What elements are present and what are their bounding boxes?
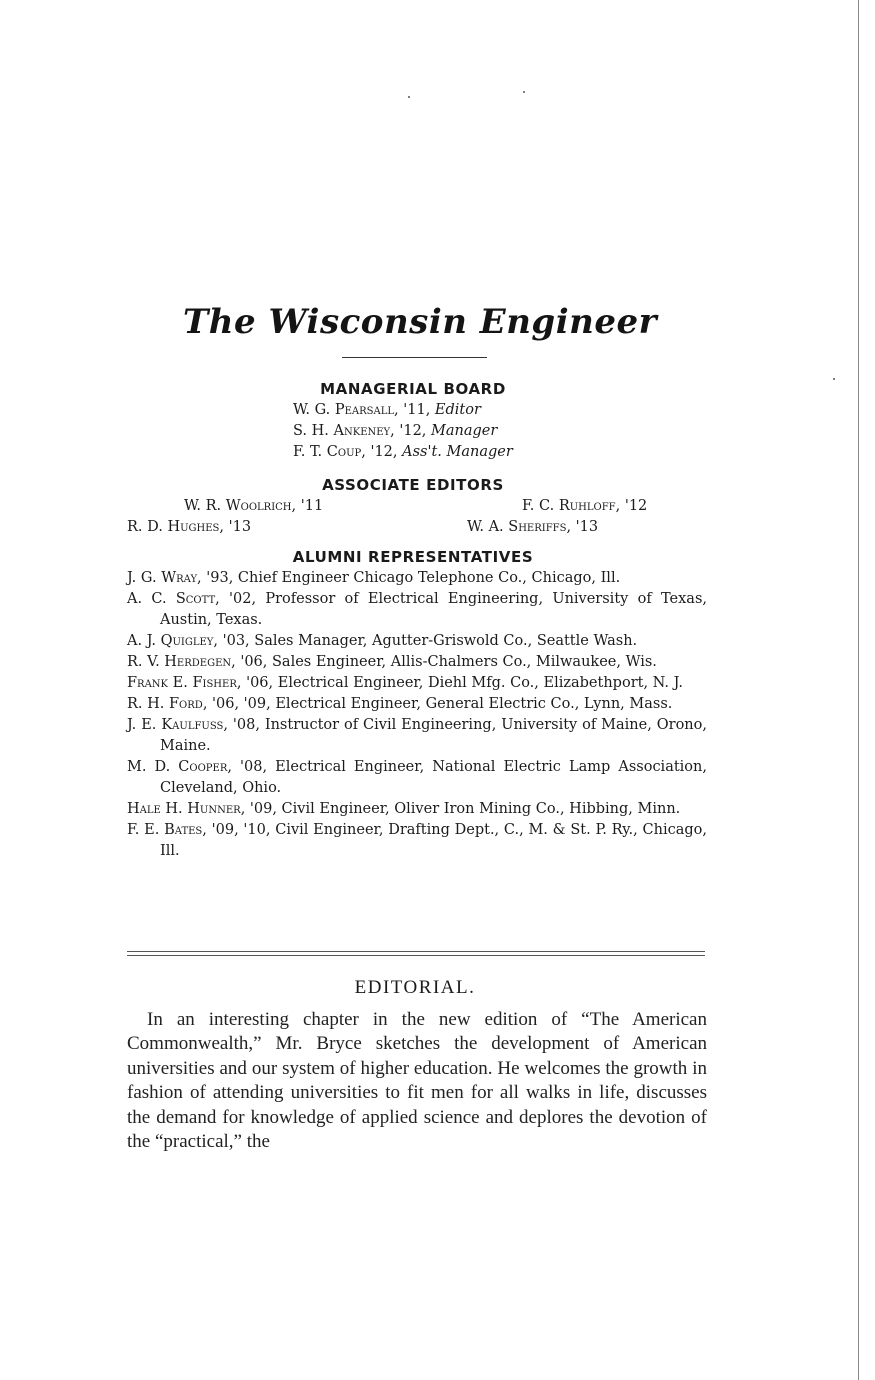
speck xyxy=(523,91,525,93)
member-detail: , '08, Instructor of Civil Engineering, University of Maine, Orono, Maine. xyxy=(160,717,707,754)
alumni-entry xyxy=(127,652,707,673)
editorial-heading: EDITORIAL. xyxy=(354,977,476,998)
alumni-entry xyxy=(127,589,707,631)
editorial-body: In an interesting chapter in the new edition of “The American Commonwealth,” Mr. Bryce sketches the development of American universities and our system of higher education. He welcomes the growth in fashion of attending universities to fit men for all walks in life, discusses the demand for knowledge of applied science and deplores the devotion of the “practical,” the xyxy=(127,1009,707,1153)
alumni-entry xyxy=(127,568,707,589)
title-rule xyxy=(342,357,487,358)
member-name: J. G. Wray xyxy=(127,570,198,586)
member-name: W. A. Sheriffs xyxy=(467,519,567,535)
alumni-entry xyxy=(127,715,707,757)
member-name: A. J. Quigley xyxy=(127,633,214,649)
member-detail: , '03, Sales Manager, Agutter-Griswold Co., Seattle Wash. xyxy=(213,633,638,649)
member-year: , '12, xyxy=(390,423,432,439)
alumni-representatives-heading: ALUMNI REPRESENTATIVES xyxy=(292,548,534,566)
associate-editor xyxy=(467,519,598,535)
speck xyxy=(408,96,410,98)
alumni-entry xyxy=(127,799,707,820)
member-name: R. H. Ford xyxy=(127,696,203,712)
member-detail: , '93, Chief Engineer Chicago Telephone Co., Chicago, Ill. xyxy=(197,570,621,586)
member-role: Ass't. Manager xyxy=(402,444,513,460)
member-name: Frank E. Fisher xyxy=(127,675,237,691)
speck xyxy=(833,378,835,380)
member-year: , '13 xyxy=(566,519,599,535)
member-year: , '13 xyxy=(219,519,252,535)
member-detail: , '06, '09, Electrical Engineer, General Electric Co., Lynn, Mass. xyxy=(202,696,673,712)
member-detail: , '08, Electrical Engineer, National Electric Lamp Association, Cleveland, Ohio. xyxy=(160,759,707,796)
member-detail: , '06, Electrical Engineer, Diehl Mfg. Co., Elizabethport, N. J. xyxy=(236,675,683,691)
member-year: , '12 xyxy=(615,498,648,514)
member-role: Editor xyxy=(434,402,481,418)
board-member xyxy=(293,423,497,439)
board-member xyxy=(293,444,513,460)
section-divider xyxy=(127,951,705,956)
alumni-entry xyxy=(127,757,707,799)
member-detail: , '09, Civil Engineer, Oliver Iron Mining Co., Hibbing, Minn. xyxy=(240,801,681,817)
alumni-entry xyxy=(127,631,707,652)
alumni-entry xyxy=(127,820,707,862)
member-name: J. E. Kaulfuss xyxy=(127,717,224,733)
associate-editors-heading: ASSOCIATE EDITORS xyxy=(322,476,504,494)
member-year: , '11 xyxy=(291,498,324,514)
member-year: , '12, xyxy=(361,444,403,460)
member-detail: , '06, Sales Engineer, Allis-Chalmers Co., Milwaukee, Wis. xyxy=(231,654,657,670)
alumni-list xyxy=(127,568,707,862)
associate-editor xyxy=(127,519,251,535)
alumni-entry xyxy=(127,673,707,694)
member-role: Manager xyxy=(431,423,498,439)
member-name: R. V. Herdegen xyxy=(127,654,232,670)
member-name: W. R. Woolrich xyxy=(184,498,292,514)
page-edge-line xyxy=(858,0,859,1380)
member-name: Hale H. Hunner xyxy=(127,801,241,817)
board-member xyxy=(293,402,481,418)
member-name: F. C. Ruhloff xyxy=(522,498,616,514)
associate-editor xyxy=(522,498,647,514)
member-detail: , '09, '10, Civil Engineer, Drafting Dept., C., M. & St. P. Ry., Chicago, Ill. xyxy=(160,822,707,859)
member-name: F. E. Bates xyxy=(127,822,203,838)
member-name: R. D. Hughes xyxy=(127,519,220,535)
managerial-board-heading: MANAGERIAL BOARD xyxy=(320,380,506,398)
alumni-entry xyxy=(127,694,707,715)
masthead-title: The Wisconsin Engineer xyxy=(182,302,658,342)
member-name: S. H. Ankeney xyxy=(293,423,391,439)
member-name: A. C. Scott xyxy=(127,591,216,607)
member-year: , '11, xyxy=(394,402,435,418)
member-name: F. T. Coup xyxy=(293,444,362,460)
member-name: W. G. Pearsall xyxy=(293,402,395,418)
member-name: M. D. Cooper xyxy=(127,759,228,775)
associate-editor xyxy=(184,498,323,514)
member-detail: , '02, Professor of Electrical Engineering, University of Texas, Austin, Texas. xyxy=(160,591,707,628)
